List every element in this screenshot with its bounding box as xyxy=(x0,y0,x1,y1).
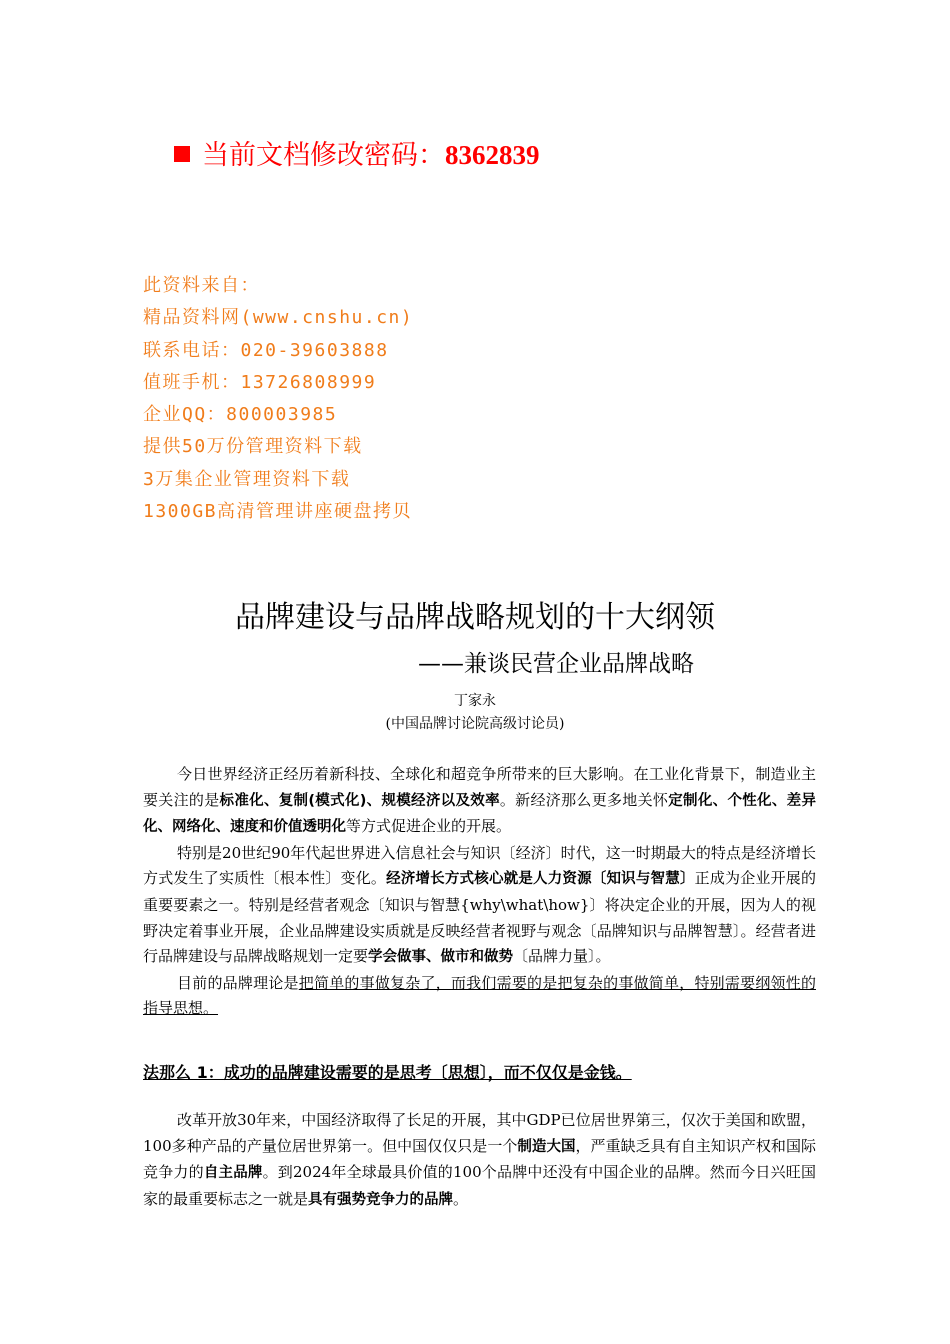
source-line: 3万集企业管理资料下载 xyxy=(143,468,351,490)
paragraph-text: 〔品牌力量〕。 xyxy=(513,947,611,966)
paragraph-text: 正成为企业开展的重要要素之一。特别是经营者观念〔知识与智慧{why\what\how}〕将决定企业的开展，因为人的视野决定着事业开展，企业品牌建设实质就是反映经营者视野与观念〔品牌知识与品牌智慧〕。经营者进行品牌建设与品牌战略规划一定要 xyxy=(143,869,816,966)
paragraph-text: ，严重缺乏具有自主知识产权和国际竞争力的 xyxy=(143,1136,816,1182)
bold-phrase: 具有强势竞争力的品牌 xyxy=(308,1191,454,1208)
document-title: 品牌建设与品牌战略规划的十大纲领 xyxy=(235,600,715,635)
document-subtitle: ——兼谈民营企业品牌战略 xyxy=(418,651,694,677)
body-text-bottom xyxy=(143,1108,816,1213)
source-line: 此资料来自： xyxy=(143,275,260,296)
paragraph-text: 。 xyxy=(453,1189,469,1208)
bold-phrase: 制造大国 xyxy=(517,1138,576,1155)
source-line: 企业QQ：800003985 xyxy=(143,404,338,426)
author-name: 丁家永 xyxy=(454,693,496,709)
paragraph-3 xyxy=(143,971,816,1022)
paragraph-text: 。新经济那么更多地关怀 xyxy=(499,790,669,809)
bold-phrase: 自主品牌 xyxy=(203,1165,263,1182)
paragraph-text: 改革开放30年来，中国经济取得了长足的开展，其中GDP已位居世界第三，仅次于美国和欧盟，100多种产品的产量位居世界第一。但中国仅仅只是一个 xyxy=(143,1111,816,1155)
bold-phrase: 学会做事、做市和做势 xyxy=(368,949,514,966)
section-heading-rule-1: 法那么 1：成功的品牌建设需要的是思考〔思想〕，而不仅仅是金钱。 xyxy=(143,1063,632,1082)
bold-phrase: 经济增长方式核心就是人力资源〔知识与智慧〕 xyxy=(386,871,695,888)
bold-phrase: 标准化、复制(模式化)、规模经济以及效率 xyxy=(219,792,500,809)
source-line: 1300GB高清管理讲座硬盘拷贝 xyxy=(143,501,413,523)
paragraph-text: 特别是20世纪90年代起世界进入信息社会与知识〔经济〕时代，这一时期最大的特点是经济增长方式发生了实质性〔根本性〕变化。 xyxy=(143,843,816,888)
body-text-top xyxy=(143,762,816,1022)
red-square-bullet-icon xyxy=(174,146,190,162)
bold-phrase: 定制化、个性化、差异化、网络化、速度和价值透明化 xyxy=(143,792,816,836)
source-line: 提供50万份管理资料下载 xyxy=(143,436,363,458)
source-line: 值班手机：13726808999 xyxy=(143,371,377,393)
underlined-phrase: 把简单的事做复杂了，而我们需要的是把复杂的事做简单，特别需要纲领性的指导思想。 xyxy=(143,973,816,1018)
password-label: 当前文档修改密码： xyxy=(202,140,445,171)
author-affiliation: (中国品牌讨论院高级讨论员) xyxy=(385,716,565,732)
paragraph-4 xyxy=(143,1108,816,1213)
paragraph-2 xyxy=(143,841,816,971)
paragraph-1 xyxy=(143,762,816,841)
paragraph-text: 等方式促进企业的开展。 xyxy=(346,817,512,836)
source-line: 联系电话：020-39603888 xyxy=(143,339,389,361)
paragraph-text: 。到2024年全球最具价值的100个品牌中还没有中国企业的品牌。然而今日兴旺国家的最重要标志之一就是 xyxy=(143,1163,816,1208)
paragraph-text: 今日世界经济正经历着新科技、全球化和超竞争所带来的巨大影响。在工业化背景下，制造业主要关注的是 xyxy=(143,765,816,809)
source-line: 精品资料网(www.cnshu.cn) xyxy=(143,307,414,329)
password-notice xyxy=(174,133,540,172)
source-info-block xyxy=(143,270,413,528)
paragraph-text: 目前的品牌理论是 xyxy=(177,973,299,992)
password-code: 8362839 xyxy=(445,140,540,170)
